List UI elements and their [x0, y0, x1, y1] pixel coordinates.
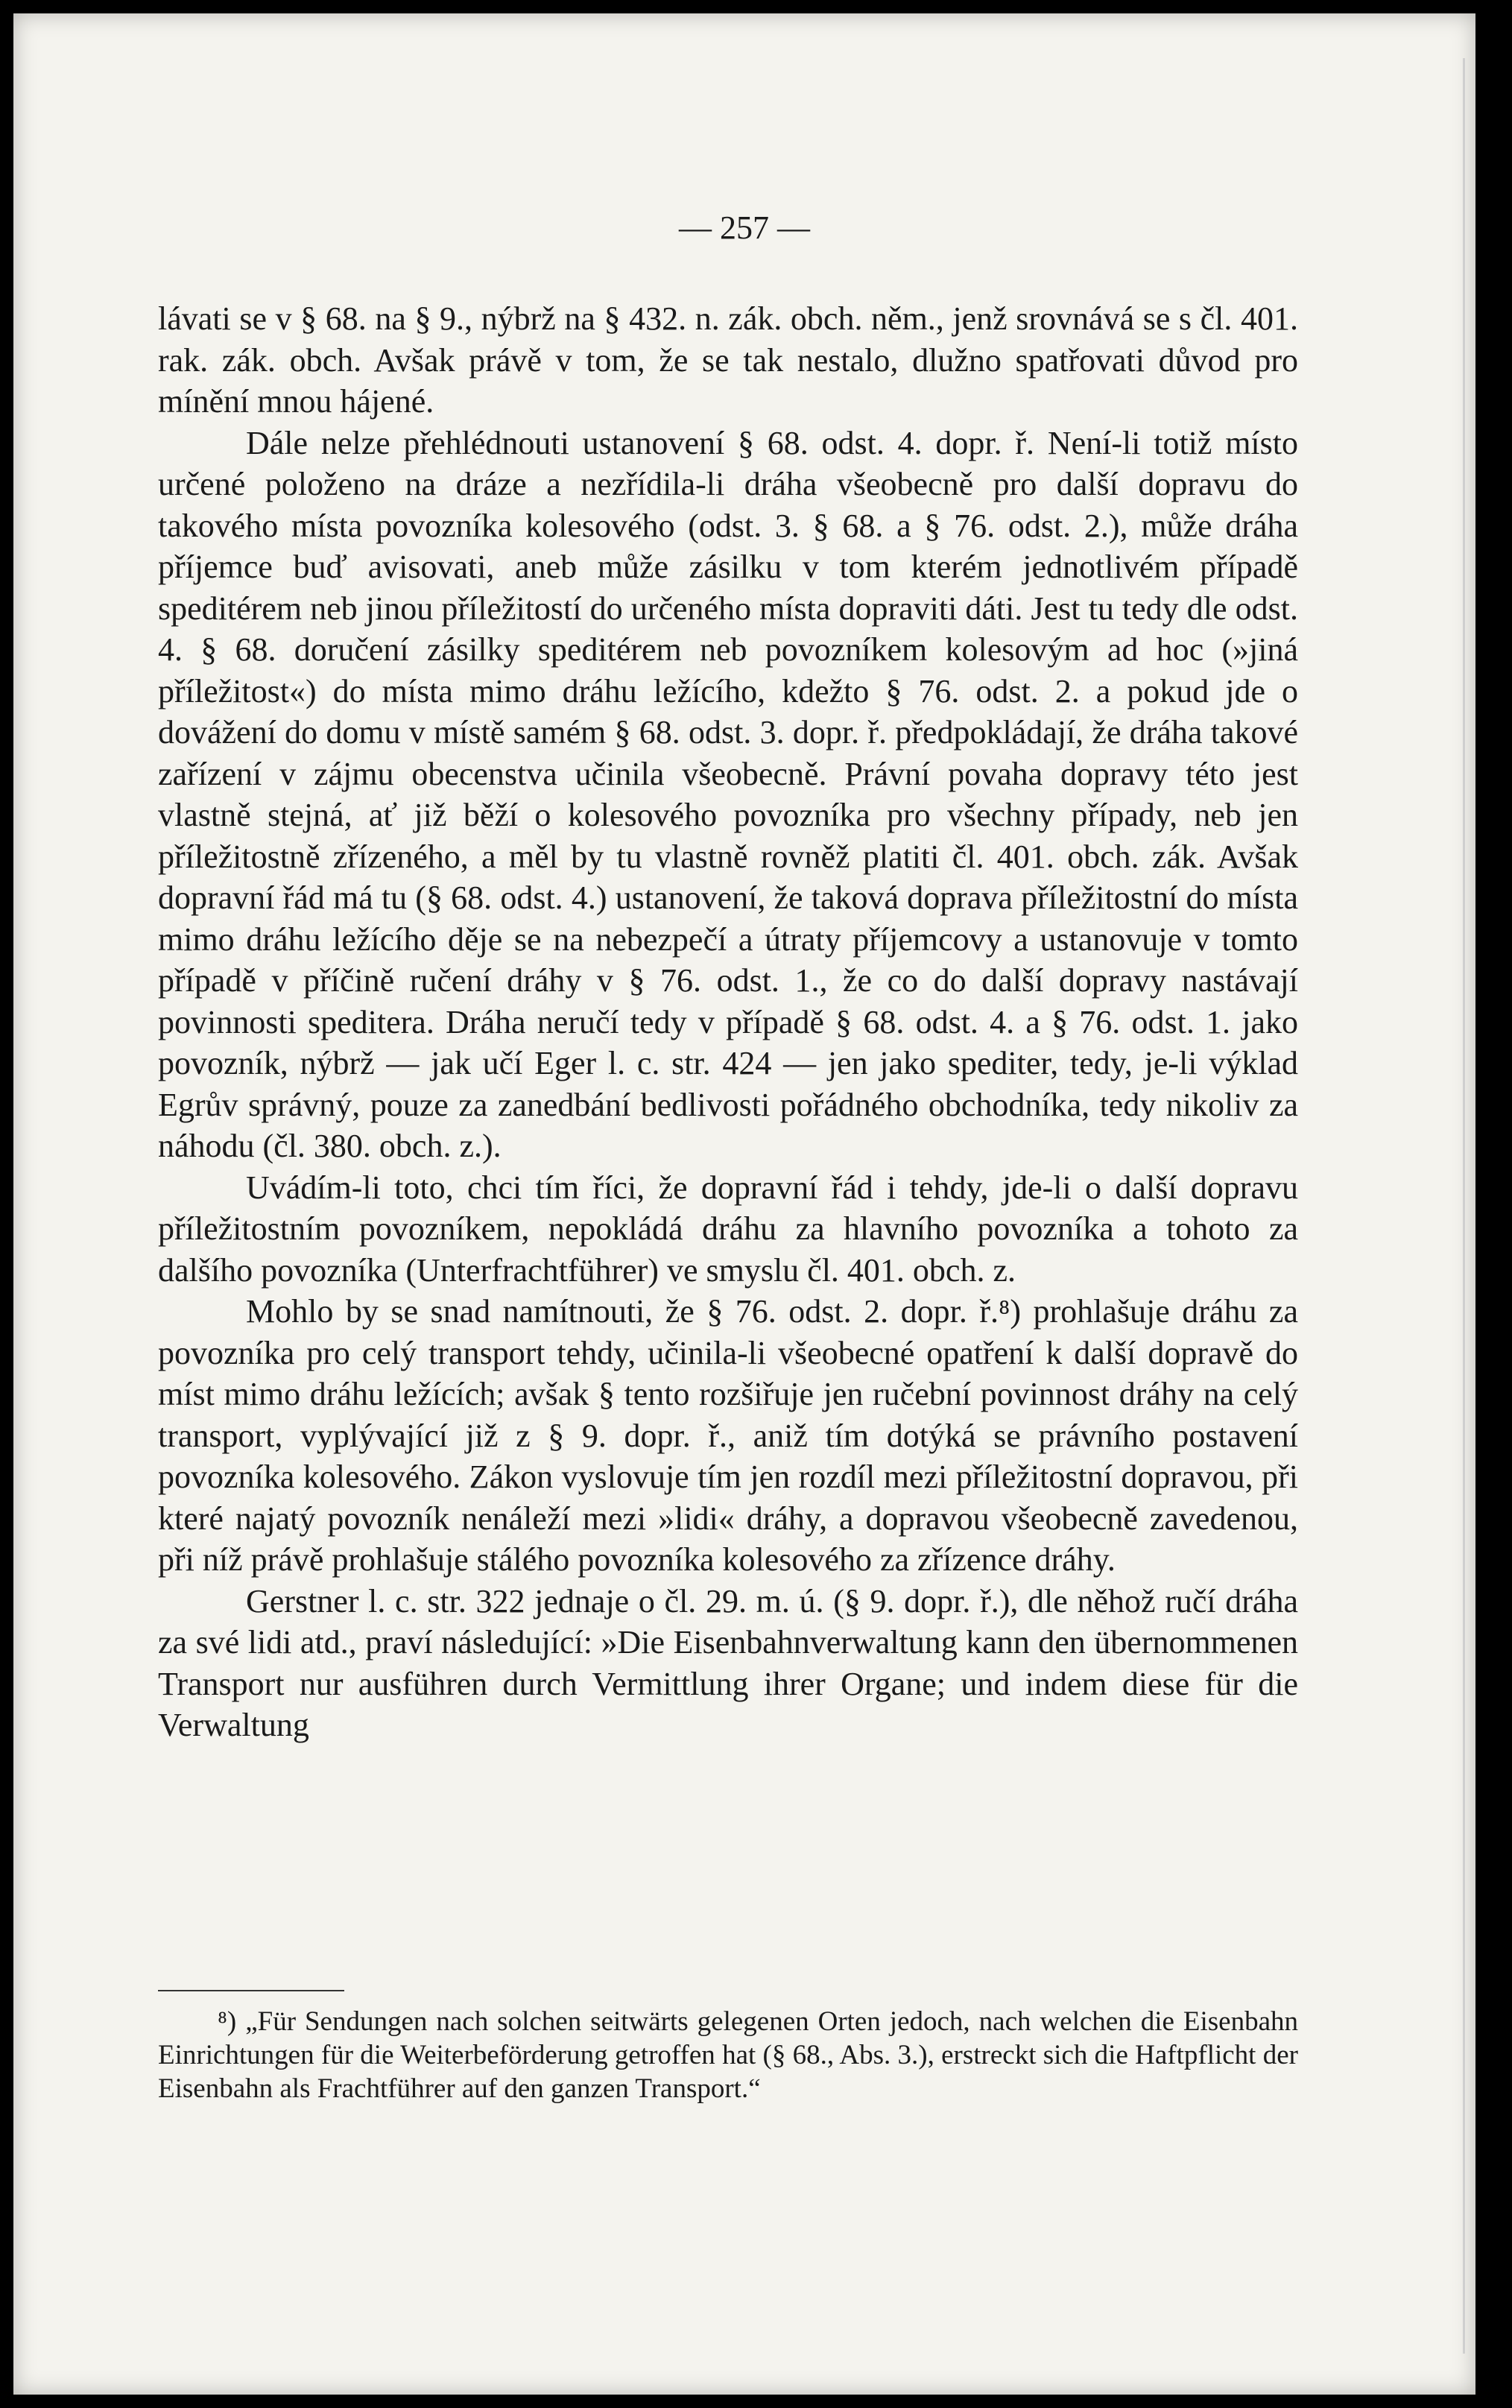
body-text — [158, 298, 1298, 1746]
paragraph-5: Gerstner l. c. str. 322 jednaje o čl. 29. m. ú. (§ 9. dopr. ř.), dle něhož ručí dráha za své lidi atd., praví následující: »Die Eisenbahnverwaltung kann den übernommenen Transport nur ausführen durch Vermittlung ihrer Organe; und indem diese für die Verwaltung — [158, 1582, 1298, 1743]
page-number: — 257 — — [679, 209, 810, 246]
paragraph-2: Dále nelze přehlédnouti ustanovení § 68. odst. 4. dopr. ř. Není-li totiž místo určené položeno na dráze a nezřídila-li dráha všeobecně pro další dopravu do takového místa povozníka kolesového (odst. 3. § 68. a § 76. odst. 2.), může dráha příjemce buď avisovati, aneb může zásilku v tom kterém jednotlivém případě speditérem neb jinou příležitostí do určeného místa dopraviti dáti. Jest tu tedy dle odst. 4. § 68. doručení zásilky speditérem neb povozníkem kolesovým ad hoc (»jiná příležitost«) do místa mimo dráhu ležícího, kdežto § 76. odst. 2. a pokud jde o dovážení do domu v místě samém § 68. odst. 3. dopr. ř. předpokládají, že dráha takové zařízení v zájmu obecenstva učinila všeobecně. Právní povaha dopravy této jest vlastně stejná, ať již běží o kolesového povozníka pro všechny případy, neb jen příležitostně zřízeného, a měl by tu vlastně rovněž platiti čl. 401. obch. zák. Avšak dopravní řád má tu (§ 68. odst. 4.) ustanovení, že taková doprava příležitostní do místa mimo dráhu ležícího děje se na nebezpečí a útraty příjemcovy a ustanovuje v tomto případě v příčině ručení dráhy v § 76. odst. 1., že co do další dopravy nastávají povinnosti speditera. Dráha neručí tedy v případě § 68. odst. 4. a § 76. odst. 1. jako povozník, nýbrž — jak učí Eger l. c. str. 424 — jen jako spediter, tedy, je-li výklad Egrův správný, pouze za zanedbání bedlivosti pořádného obchodníka, tedy nikoliv za náhodu (čl. 380. obch. z.). — [158, 424, 1298, 1164]
paragraph-1: lávati se v § 68. na § 9., nýbrž na § 432. n. zák. obch. něm., jenž srovnává se s čl. 401. rak. zák. obch. Avšak právě v tom, že se tak nestalo, dlužno spatřovati důvod pro mínění mnou hájené. — [158, 300, 1298, 420]
page-edge-shadow — [1463, 58, 1465, 2354]
paragraph-4: Mohlo by se snad namítnouti, že § 76. odst. 2. dopr. ř.⁸) prohlašuje dráhu za povozníka pro celý transport tehdy, učinila-li všeobecné opatření k další dopravě do míst mimo dráhu ležících; avšak § tento rozšiřuje jen ručební povinnost dráhy na celý transport, vyplývající již z § 9. dopr. ř., aniž tím dotýká se právního postavení povozníka kolesového. Zákon vyslovuje tím jen rozdíl mezi příležitostní dopravou, při které najatý povozník nenáleží mezi »lidi« dráhy, a dopravou všeobecně zavedenou, při níž právě prohlašuje stálého povozníka kolesového za zřízence dráhy. — [158, 1293, 1298, 1578]
footnotes — [158, 2005, 1298, 2105]
book-page — [13, 13, 1475, 2395]
footnote-8: ⁸) „Für Sendungen nach solchen seitwärts gelegenen Orten jedoch, nach welchen die Eisenbahn Einrichtungen für die Weiterbeförderung getroffen hat (§ 68., Abs. 3.), erstreckt sich die Haftpflicht der Eisenbahn als Frachtführer auf den ganzen Transport.“ — [158, 2006, 1298, 2104]
paragraph-3: Uvádím-li toto, chci tím říci, že dopravní řád i tehdy, jde-li o další dopravu příležitostním povozníkem, nepokládá dráhu za hlavního povozníka a tohoto za dalšího povozníka (Unterfrachtführer) ve smyslu čl. 401. obch. z. — [158, 1169, 1298, 1289]
footnote-divider — [158, 1990, 344, 1991]
